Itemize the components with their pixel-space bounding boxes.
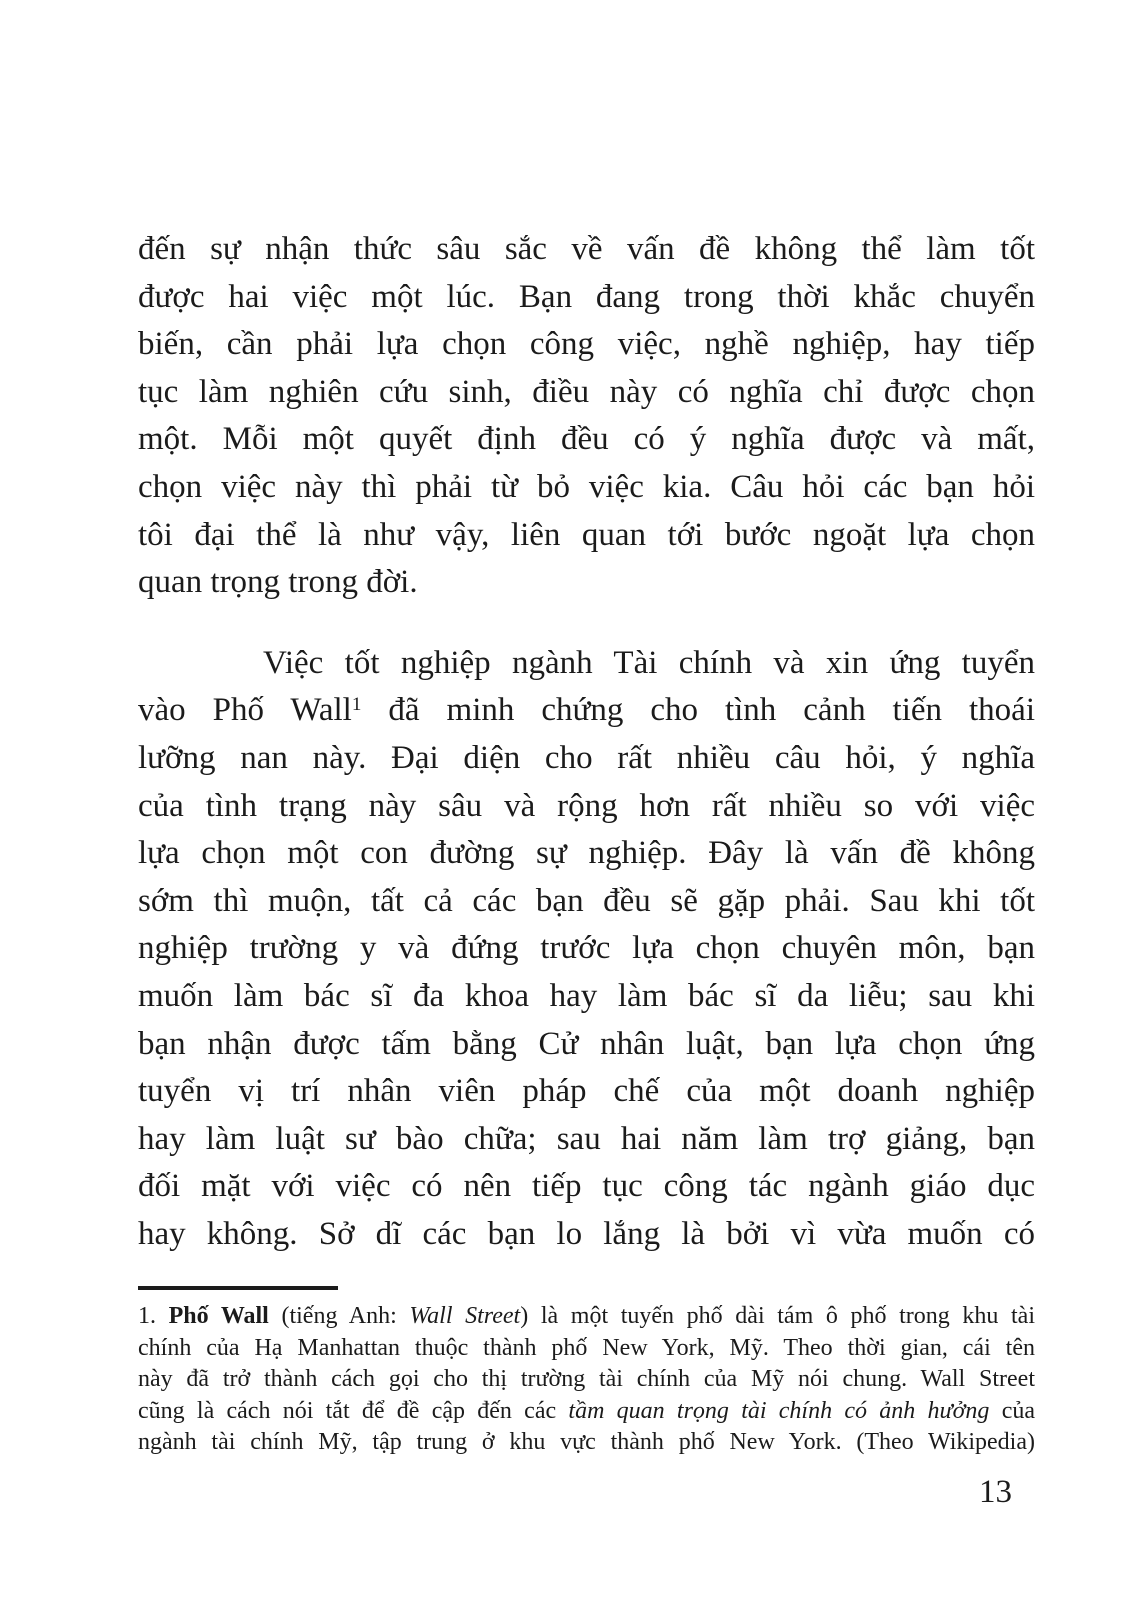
text-segment: ngành tài chính Mỹ, tập trung ở khu vực thành phố New York. (Theo Wikipedia): [138, 1429, 1035, 1456]
text-line: [138, 687, 1035, 735]
text-segment: muốn làm bác sĩ đa khoa hay làm bác sĩ da liễu; sau khi: [138, 977, 1035, 1014]
text-segment: đối mặt với việc có nên tiếp tục công tác ngành giáo dục: [138, 1168, 1035, 1205]
text-line: [138, 321, 1035, 369]
text-segment: hay không. Sở dĩ các bạn lo lắng là bởi vì vừa muốn có: [138, 1215, 1035, 1252]
text-line: [138, 559, 1035, 607]
text-line: [138, 1333, 1035, 1365]
text-segment: 1.: [138, 1303, 169, 1329]
footnote-reference-superscript: 1: [351, 694, 362, 716]
text-line: [138, 1301, 1035, 1333]
text-segment: tầm quan trọng tài chính có ảnh hưởng: [568, 1397, 990, 1424]
text-line: [138, 274, 1035, 322]
text-segment: Phố Wall: [168, 1303, 269, 1329]
text-segment: của tình trạng này sâu và rộng hơn rất nhiều so với việc: [138, 787, 1035, 824]
text-line: [138, 925, 1035, 973]
text-segment: Wall Street: [409, 1303, 521, 1329]
text-segment: sớm thì muộn, tất cả các bạn đều sẽ gặp phải. Sau khi tốt: [138, 882, 1035, 919]
text-line: [138, 1211, 1035, 1259]
text-segment: hay làm luật sư bào chữa; sau hai năm làm trợ giảng, bạn: [138, 1120, 1035, 1157]
text-segment: của: [989, 1397, 1036, 1424]
text-segment: chọn việc này thì phải từ bỏ việc kia. Câu hỏi các bạn hỏi: [138, 468, 1035, 505]
text-segment: lưỡng nan này. Đại diện cho rất nhiều câu hỏi, ý nghĩa: [138, 739, 1035, 776]
text-line: [138, 1163, 1035, 1211]
text-segment: lựa chọn một con đường sự nghiệp. Đây là vấn đề không: [138, 835, 1035, 872]
text-line: [138, 783, 1035, 831]
text-segment: đến sự nhận thức sâu sắc về vấn đề không thể làm tốt: [138, 231, 1035, 267]
text-line: [138, 735, 1035, 783]
page-body-text: [138, 226, 1035, 1258]
text-segment: tôi đại thể là như vậy, liên quan tới bước ngoặt lựa chọn: [138, 516, 1035, 553]
text-segment: Việc tốt nghiệp ngành Tài chính và xin ứng tuyển: [263, 644, 1035, 681]
text-segment: bạn nhận được tấm bằng Cử nhân luật, bạn lựa chọn ứng: [138, 1025, 1035, 1062]
text-segment: này đã trở thành cách gọi cho thị trường tài chính của Mỹ nói chung. Wall Street: [138, 1366, 1035, 1393]
text-line: [138, 640, 1035, 688]
text-segment: đã minh chứng cho tình cảnh tiến thoái: [361, 692, 1035, 729]
text-segment: tục làm nghiên cứu sinh, điều này có nghĩa chỉ được chọn: [138, 373, 1035, 410]
text-line: [138, 512, 1035, 560]
text-line: [138, 464, 1035, 512]
text-line: [138, 878, 1035, 926]
text-line: [138, 830, 1035, 878]
text-segment: tuyển vị trí nhân viên pháp chế của một doanh nghiệp: [138, 1073, 1035, 1110]
footnote-text: [138, 1301, 1035, 1459]
text-line: [138, 973, 1035, 1021]
text-line: [138, 416, 1035, 464]
footnote: [138, 1286, 1035, 1459]
text-segment: biến, cần phải lựa chọn công việc, nghề nghiệp, hay tiếp: [138, 326, 1035, 363]
text-line: [138, 369, 1035, 417]
paragraph-1: [138, 226, 1035, 607]
text-line: [138, 226, 1035, 274]
text-segment: ) là một tuyến phố dài tám ô phố trong khu tài: [520, 1303, 1035, 1329]
text-segment: nghiệp trường y và đứng trước lựa chọn chuyên môn, bạn: [138, 930, 1035, 967]
text-line: [138, 1364, 1035, 1396]
paragraph-2: [138, 640, 1035, 1259]
text-segment: vào Phố Wall: [138, 692, 352, 729]
text-line: [138, 1068, 1035, 1116]
footnote-separator-rule: [138, 1286, 338, 1290]
text-segment: chính của Hạ Manhattan thuộc thành phố New York, Mỹ. Theo thời gian, cái tên: [138, 1334, 1035, 1361]
text-line: [138, 1021, 1035, 1069]
text-segment: quan trọng trong đời.: [138, 564, 418, 601]
text-line: [138, 1116, 1035, 1164]
page-number: 13: [979, 1474, 1012, 1510]
text-segment: (tiếng Anh:: [268, 1303, 410, 1329]
text-segment: cũng là cách nói tắt để đề cập đến các: [138, 1397, 569, 1424]
text-line: [138, 1427, 1035, 1459]
text-segment: được hai việc một lúc. Bạn đang trong thời khắc chuyển: [138, 278, 1035, 315]
text-line: [138, 1396, 1035, 1428]
text-segment: một. Mỗi một quyết định đều có ý nghĩa được và mất,: [138, 421, 1035, 458]
